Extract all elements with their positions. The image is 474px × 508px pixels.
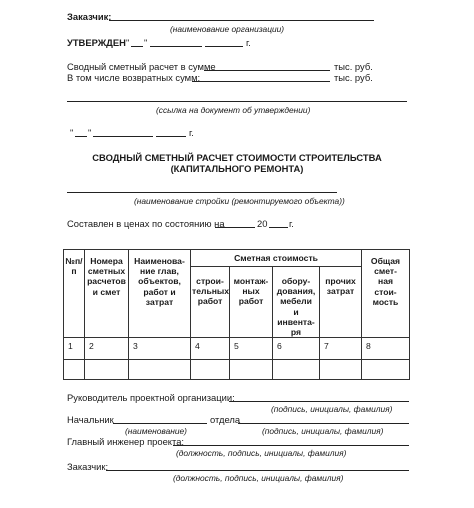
col-header-line: сметных bbox=[87, 266, 126, 277]
title-line-1: СВОДНЫЙ СМЕТНЫЙ РАСЧЕТ СТОИМОСТИ СТРОИТЕЛЬСТВА bbox=[92, 152, 382, 163]
customer-line[interactable] bbox=[109, 20, 374, 21]
col-header-line: мебели bbox=[280, 296, 312, 307]
approved-label: УТВЕРЖДЕН bbox=[67, 37, 126, 48]
approved-year-suffix: г. bbox=[246, 37, 251, 48]
col-header-line: Наименова- bbox=[134, 256, 185, 266]
col-header-line: монтаж- bbox=[233, 276, 269, 286]
col-header-line: ние глав, bbox=[140, 266, 179, 277]
date-quote-open: " bbox=[70, 127, 74, 138]
date-quote-close: " bbox=[88, 127, 92, 138]
summary-sum-line[interactable] bbox=[204, 70, 330, 71]
project-head-label: Руководитель проектной организации: bbox=[67, 392, 235, 403]
col-number: 4 bbox=[191, 338, 230, 360]
col-number: 1 bbox=[64, 338, 85, 360]
col-header-no-line: п bbox=[71, 266, 77, 277]
col-number: 8 bbox=[362, 338, 410, 360]
construction-name-line[interactable] bbox=[67, 192, 337, 193]
chief-engineer-sign-line[interactable] bbox=[173, 445, 409, 446]
chief-department-name-line[interactable] bbox=[113, 423, 207, 424]
col-header-line: дования, bbox=[276, 286, 316, 297]
col-number: 2 bbox=[85, 338, 129, 360]
prices-year-suffix: г. bbox=[289, 218, 294, 229]
doc-link-caption: (ссылка на документ об утверждении) bbox=[156, 105, 311, 115]
col-header-no-line: №п/ bbox=[65, 256, 83, 266]
table-cell[interactable] bbox=[362, 360, 410, 380]
prices-date-line[interactable] bbox=[215, 227, 255, 228]
col-header-line: строи- bbox=[196, 276, 224, 286]
doc-link-line[interactable] bbox=[67, 101, 407, 102]
col-header-total bbox=[362, 250, 410, 338]
col-header-line: ря bbox=[290, 327, 302, 338]
table-cell[interactable] bbox=[273, 360, 320, 380]
chief-sign-caption: (подпись, инициалы, фамилия) bbox=[262, 426, 384, 436]
col-header-estimated-cost: Сметная стоимость bbox=[191, 250, 362, 267]
col-header-line: ных bbox=[242, 286, 260, 297]
title-line-2: (КАПИТАЛЬНОГО РЕМОНТА) bbox=[170, 163, 304, 174]
customer-sign-caption: (должность, подпись, инициалы, фамилия) bbox=[173, 473, 344, 483]
table-cell[interactable] bbox=[320, 360, 362, 380]
table-cell[interactable] bbox=[230, 360, 273, 380]
col-header-line: и инвента- bbox=[277, 306, 315, 327]
col-number: 6 bbox=[273, 338, 320, 360]
col-header-estimate-numbers bbox=[85, 250, 129, 338]
col-header-line: прочих bbox=[325, 276, 356, 286]
customer-label: Заказчик: bbox=[67, 11, 112, 22]
col-header-line: Номера bbox=[90, 256, 123, 266]
customer-sign-line[interactable] bbox=[106, 470, 409, 471]
department-label: отдела bbox=[210, 414, 241, 425]
col-number: 5 bbox=[230, 338, 273, 360]
returnable-label: В том числе возвратных сумм: bbox=[67, 72, 201, 83]
col-header-line: Общая bbox=[370, 256, 401, 266]
chief-name-caption: (наименование) bbox=[125, 426, 187, 436]
col-number: 7 bbox=[320, 338, 362, 360]
col-header-line: и смет bbox=[92, 286, 121, 297]
col-header-line: работ и bbox=[143, 286, 176, 297]
prices-year-prefix: 20 bbox=[257, 218, 268, 229]
col-header-names bbox=[129, 250, 191, 338]
approved-quote-open: " bbox=[126, 37, 130, 48]
col-header-line: затрат bbox=[145, 296, 174, 307]
construction-caption: (наименование стройки (ремонтируемого объекта)) bbox=[134, 196, 345, 206]
chief-engineer-label: Главный инженер проекта: bbox=[67, 436, 185, 447]
col-header-line: работ bbox=[197, 296, 223, 307]
date-month-line[interactable] bbox=[93, 136, 153, 137]
table-cell[interactable] bbox=[85, 360, 129, 380]
approved-month-line[interactable] bbox=[150, 46, 202, 47]
prices-year-line[interactable] bbox=[269, 227, 288, 228]
col-header-line: мость bbox=[372, 296, 399, 307]
approved-quote-close: " bbox=[144, 37, 148, 48]
chief-sign-line[interactable] bbox=[238, 423, 409, 424]
col-header-line: тельных bbox=[192, 286, 230, 297]
table-cell[interactable] bbox=[64, 360, 85, 380]
col-header-line: расчетов bbox=[87, 276, 126, 287]
col-header-line: обору- bbox=[281, 276, 311, 286]
project-head-sign-line[interactable] bbox=[229, 401, 409, 402]
summary-sum-currency: тыс. руб. bbox=[334, 61, 373, 72]
col-number: 3 bbox=[129, 338, 191, 360]
table-cell[interactable] bbox=[191, 360, 230, 380]
estimate-table bbox=[63, 249, 410, 380]
customer-sign-label: Заказчик: bbox=[67, 461, 109, 472]
col-header-installation-works bbox=[230, 267, 273, 338]
returnable-line[interactable] bbox=[192, 81, 330, 82]
summary-sum-label: Сводный сметный расчет в сумме bbox=[67, 61, 216, 72]
approved-year-line[interactable] bbox=[205, 46, 243, 47]
col-header-line: стои- bbox=[374, 286, 397, 297]
col-header-equipment bbox=[273, 267, 320, 338]
col-header-line: смет- bbox=[374, 266, 397, 277]
col-header-line: затрат bbox=[326, 286, 355, 297]
date-year-suffix: г. bbox=[189, 127, 194, 138]
col-header-line: объектов, bbox=[138, 276, 181, 287]
returnable-currency: тыс. руб. bbox=[334, 72, 373, 83]
col-header-line: работ bbox=[238, 296, 264, 307]
col-header-line: ная bbox=[378, 276, 393, 287]
col-header-construction-works bbox=[191, 267, 230, 338]
prices-label: Составлен в ценах по состоянию на bbox=[67, 218, 225, 229]
org-caption: (наименование организации) bbox=[170, 24, 285, 34]
approved-day-line[interactable] bbox=[131, 46, 143, 47]
col-header-no bbox=[64, 250, 85, 338]
date-year-line[interactable] bbox=[156, 136, 186, 137]
project-head-sign-caption: (подпись, инициалы, фамилия) bbox=[271, 404, 393, 414]
table-cell[interactable] bbox=[129, 360, 191, 380]
chief-label: Начальник bbox=[67, 414, 114, 425]
date-day-line[interactable] bbox=[75, 136, 87, 137]
chief-engineer-caption: (должность, подпись, инициалы, фамилия) bbox=[176, 448, 347, 458]
col-header-other-costs bbox=[320, 267, 362, 338]
